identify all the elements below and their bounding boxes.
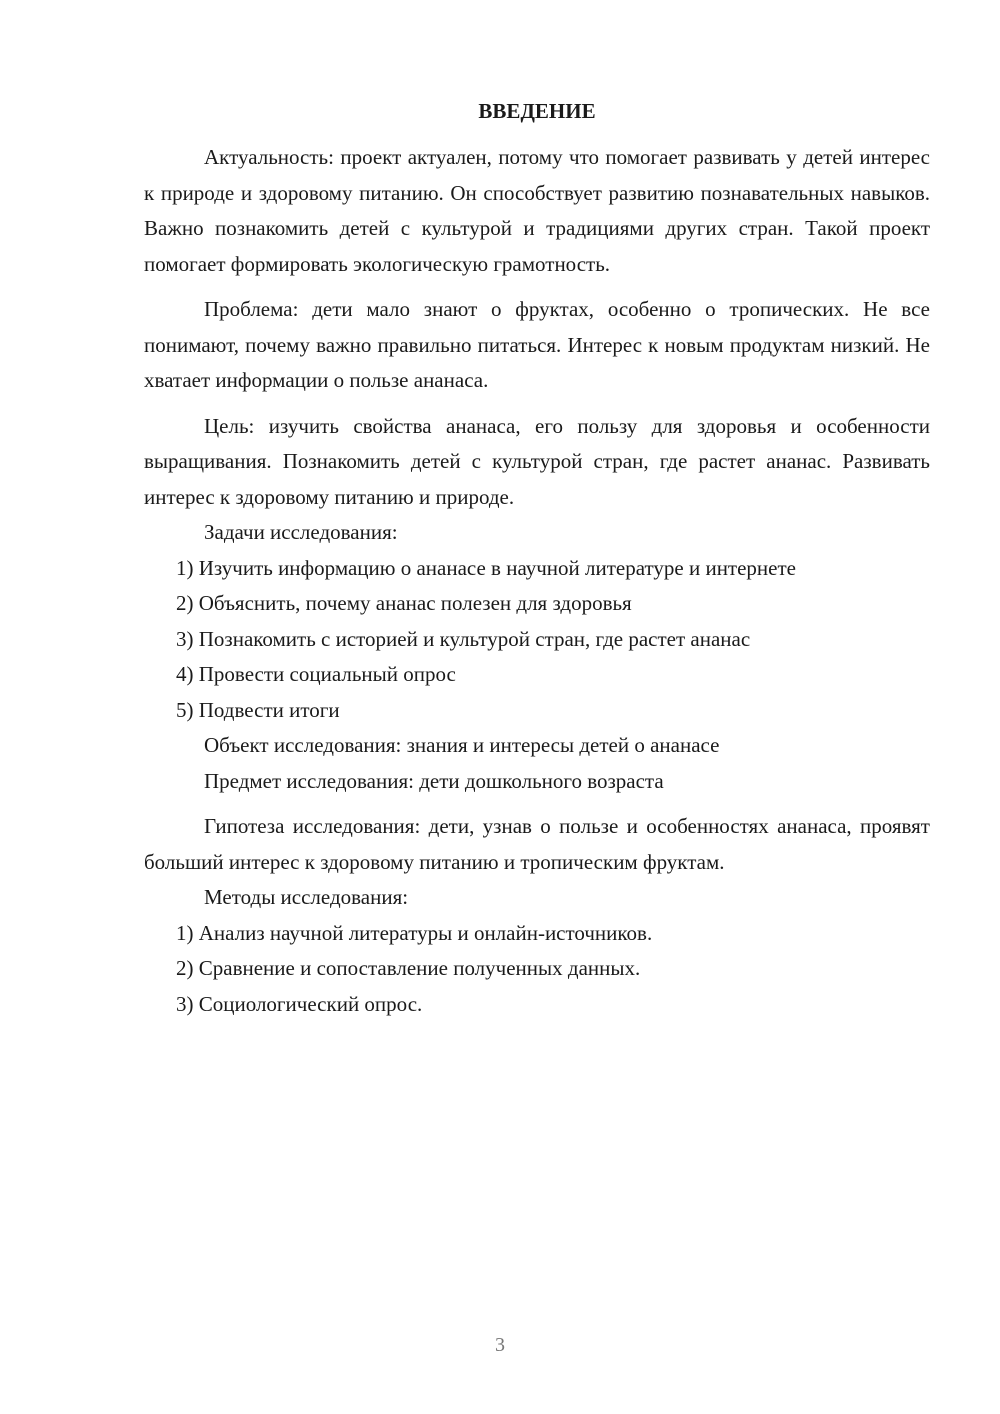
page-number: 3 <box>495 1334 505 1356</box>
page-content <box>144 96 930 1022</box>
relevance-paragraph: Актуальность: проект актуален, потому что помогает развивать у детей интерес к природе и здоровому питанию. Он способствует развитию познавательных навыков. Важно познакомить детей с культурой и традициями других стран. Такой проект помогает формировать экологическую грамотность. <box>144 145 930 276</box>
methods-list <box>144 916 930 1023</box>
goal-paragraph: Цель: изучить свойства ананаса, его пользу для здоровья и особенности выращивания. Познакомить детей с культурой стран, где растет ананас. Развивать интерес к здоровому питанию и природе. <box>144 413 930 509</box>
tasks-list <box>144 551 930 729</box>
list-item: 5) Подвести итоги <box>176 697 340 722</box>
list-item: 2) Сравнение и сопоставление полученных данных. <box>176 956 641 980</box>
list-item: 3) Познакомить с историей и культурой стран, где растет ананас <box>176 626 751 651</box>
list-item: 1) Анализ научной литературы и онлайн-источников. <box>176 920 653 945</box>
list-item: 4) Провести социальный опрос <box>176 662 456 686</box>
subject-paragraph: Предмет исследования: дети дошкольного возраста <box>204 768 664 793</box>
page-title: ВВЕДЕНИЕ <box>478 99 596 123</box>
methods-heading: Методы исследования: <box>204 885 409 909</box>
list-item: 1) Изучить информацию о ананасе в научной литературе и интернете <box>176 555 796 580</box>
tasks-heading: Задачи исследования: <box>204 520 398 544</box>
list-item: 2) Объяснить, почему ананас полезен для здоровья <box>176 591 632 615</box>
problem-paragraph: Проблема: дети мало знают о фруктах, особенно о тропических. Не все понимают, почему важно правильно питаться. Интерес к новым продуктам низкий. Не хватает информации о пользе ананаса. <box>144 297 930 392</box>
hypothesis-paragraph: Гипотеза исследования: дети, узнав о пользе и особенностях ананаса, проявят больший интерес к здоровому питанию и тропическим фруктам. <box>144 814 930 874</box>
list-item: 3) Социологический опрос. <box>176 991 423 1016</box>
object-paragraph: Объект исследования: знания и интересы детей о ананасе <box>204 733 720 757</box>
